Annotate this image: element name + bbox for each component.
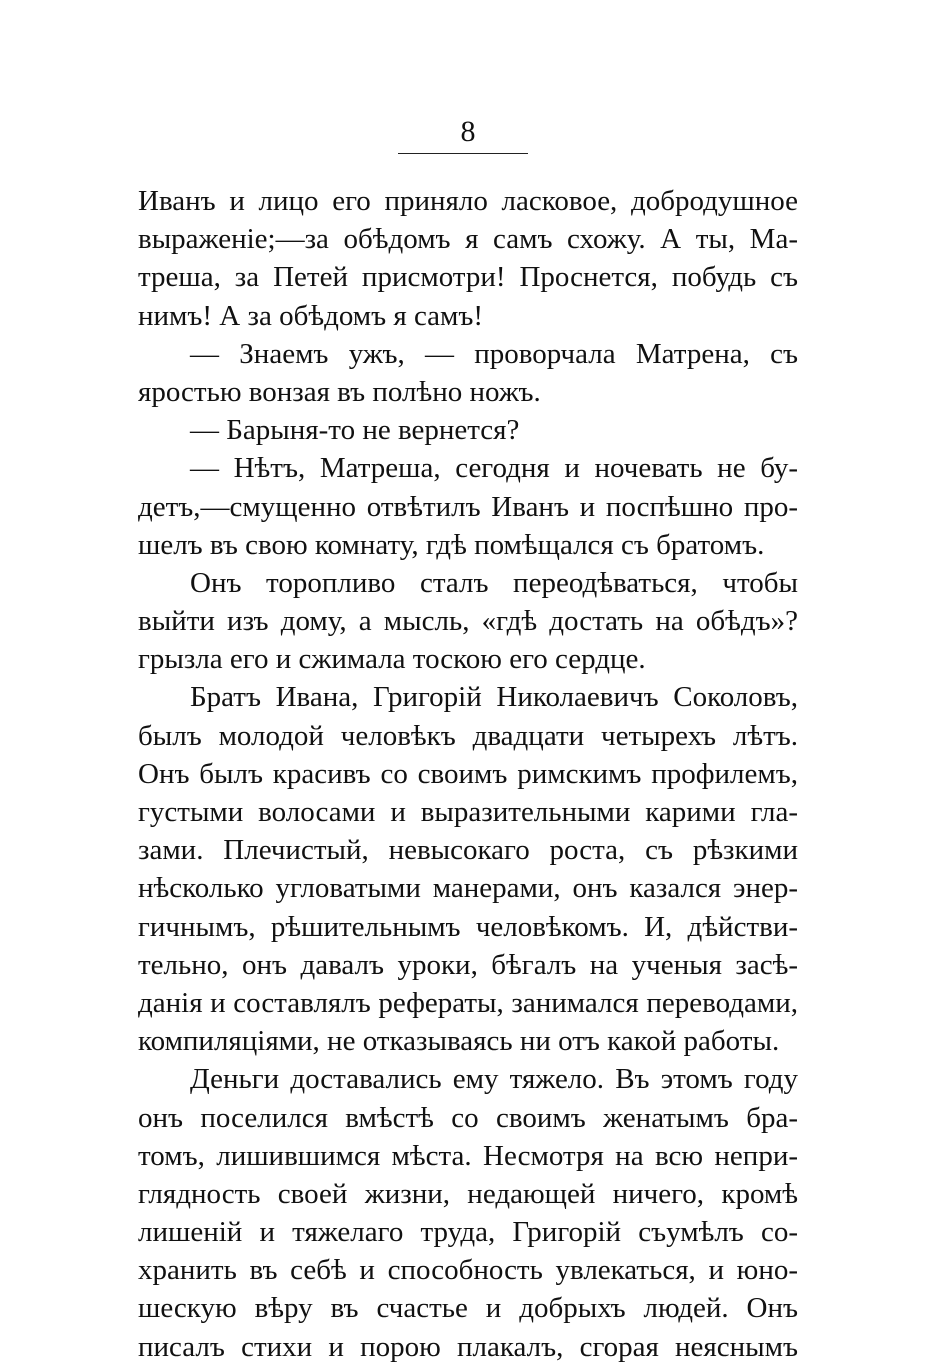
text-line: Деньги доставались ему тяжело. Въ этомъ году	[190, 1063, 798, 1096]
text-line: зами. Плечистый, невысокаго роста, съ рѣзкими	[138, 834, 798, 867]
text-line: выйти изъ дому, а мысль, «гдѣ достать на обѣдъ»?	[138, 605, 798, 638]
text-line: шелъ въ свою комнату, гдѣ помѣщался съ братомъ.	[138, 528, 765, 561]
text-line: выраженіе;—за обѣдомъ я самъ схожу. А ты, Ма-	[138, 223, 798, 256]
text-line: Онъ былъ красивъ со своимъ римскимъ профилемъ,	[138, 757, 798, 790]
text-line: шескую вѣру въ счастье и добрыхъ людей. Онъ	[138, 1292, 798, 1325]
text-line: треша, за Петей присмотри! Проснется, побудь съ	[138, 261, 798, 294]
text-line: — Нѣтъ, Матреша, сегодня и ночевать не бу-	[190, 452, 798, 485]
text-line: лишеній и тяжелаго труда, Григорій съумѣлъ со-	[138, 1216, 798, 1249]
text-line: онъ поселился вмѣстѣ со своимъ женатымъ бра-	[138, 1101, 798, 1134]
body-text	[138, 182, 798, 1366]
text-line: тельно, онъ давалъ уроки, бѣгалъ на ученыя засѣ-	[138, 948, 798, 981]
text-line: нѣсколько угловатыми манерами, онъ казался энер-	[138, 872, 798, 905]
page-number: 8	[460, 115, 476, 148]
text-line: писалъ стихи и порою плакалъ, сгорая неяснымъ	[138, 1330, 798, 1363]
text-line: нимъ! А за обѣдомъ я самъ!	[138, 299, 484, 332]
text-line: Иванъ и лицо его приняло ласковое, добродушное	[138, 185, 798, 217]
text-line: яростью вонзая въ полѣно ножъ.	[138, 375, 541, 408]
header-rule	[398, 153, 528, 154]
text-line: былъ молодой человѣкъ двадцати четырехъ лѣтъ.	[138, 719, 798, 752]
text-line: густыми волосами и выразительными карими гла-	[138, 796, 798, 828]
text-line: гичнымъ, рѣшительнымъ человѣкомъ. И, дѣйстви-	[138, 910, 798, 943]
text-line: хранить въ себѣ и способность увлекаться, и юно-	[138, 1254, 798, 1287]
text-line: грызла его и сжимала тоскою его сердце.	[138, 643, 646, 676]
text-line: томъ, лишившимся мѣста. Несмотря на всю непри-	[138, 1139, 798, 1172]
text-line: — Барыня-то не вернется?	[190, 414, 520, 447]
text-line: — Знаемъ ужъ, — проворчала Матрена, съ	[190, 337, 798, 370]
text-line: детъ,—смущенно отвѣтилъ Иванъ и поспѣшно про-	[138, 490, 798, 523]
text-line: компиляціями, не отказываясь ни отъ какой работы.	[138, 1025, 780, 1058]
text-line: Онъ торопливо сталъ переодѣваться, чтобы	[190, 566, 798, 599]
text-line: глядность своей жизни, недающей ничего, кромѣ	[138, 1177, 798, 1210]
text-line: Братъ Ивана, Григорій Николаевичъ Соколовъ,	[190, 681, 798, 714]
text-line: данія и составлялъ рефераты, занимался переводами,	[138, 986, 798, 1019]
